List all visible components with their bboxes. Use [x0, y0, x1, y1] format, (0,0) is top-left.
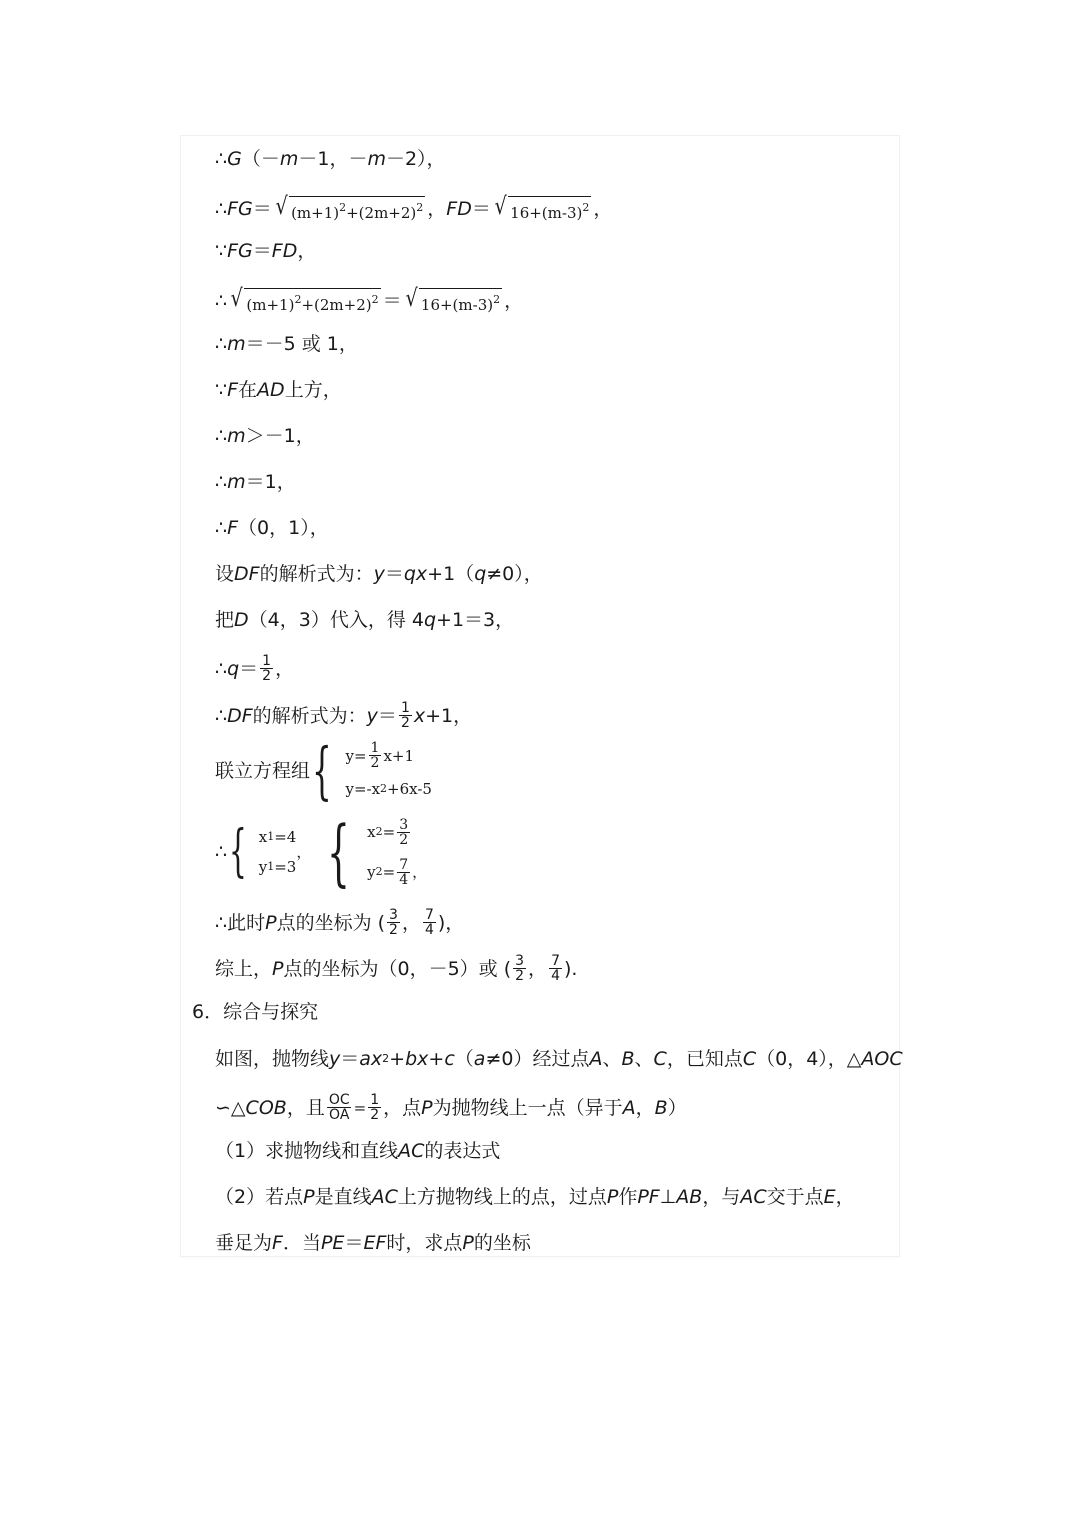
fraction	[327, 1093, 352, 1122]
problem-part-1	[215, 1139, 500, 1163]
heading-text: 6．综合与探究	[192, 1001, 319, 1023]
denominator: 4	[399, 871, 409, 888]
text: ≠0），	[486, 563, 543, 585]
solution-system-1	[229, 819, 297, 884]
solution-line-fg-eq-fd	[215, 239, 316, 263]
equation-part: y=	[345, 746, 367, 765]
because-symbol: ∵	[215, 240, 228, 262]
fraction	[368, 1093, 381, 1122]
text: 把	[215, 609, 235, 631]
variable: m	[227, 425, 246, 447]
point-label: B	[654, 1096, 668, 1119]
equals: ＝	[239, 657, 259, 680]
text: ，已知点	[666, 1048, 743, 1070]
segment-label: AD	[257, 379, 285, 401]
solution-line-p-coords	[215, 908, 464, 937]
fraction	[387, 908, 400, 937]
segment-label: FD	[446, 197, 472, 220]
segment-label: DF	[227, 704, 253, 727]
equation-part: =	[382, 863, 396, 881]
text: 点的坐标为（0，－5）或 (	[283, 957, 512, 980]
numerator: 3	[389, 907, 398, 923]
equation	[345, 741, 432, 770]
exponent: 2	[380, 781, 388, 795]
equation-system	[312, 734, 432, 807]
segment-label: DF	[234, 563, 260, 585]
variable: a	[473, 1048, 486, 1070]
text: 是直线	[314, 1186, 372, 1208]
solution-line-summary	[215, 954, 577, 983]
triangle-label: COB	[245, 1096, 287, 1119]
solution-line-system	[215, 734, 432, 807]
text: 在	[238, 379, 258, 401]
equals: ＝	[384, 563, 404, 585]
variable: y	[373, 563, 385, 585]
therefore-symbol: ∴	[215, 333, 228, 355]
solution-line-substitute-d	[215, 608, 514, 632]
point-label: P	[421, 1096, 433, 1119]
problem-statement-line-1	[215, 1047, 903, 1071]
text: 综上，	[215, 957, 273, 980]
equals: ＝	[340, 1048, 360, 1070]
variable: bx	[405, 1048, 429, 1070]
text: 时，求点	[386, 1232, 463, 1254]
equals: ＝	[344, 1232, 364, 1254]
equation-part: x	[258, 828, 268, 846]
problem-statement-line-2	[215, 1093, 687, 1122]
text: －1，－	[298, 148, 368, 170]
text: ．当	[282, 1232, 321, 1254]
equation-part: y	[258, 858, 268, 876]
text: （0，4），△	[756, 1048, 862, 1070]
solution-line-f-coords	[215, 516, 329, 540]
fraction	[369, 741, 382, 770]
denominator: 2	[389, 922, 398, 938]
brace-icon: {	[312, 734, 332, 807]
variable: q	[227, 657, 240, 680]
text: +1（	[427, 563, 475, 585]
text: 的解析式为：	[252, 704, 367, 727]
denominator: 4	[424, 922, 434, 938]
comma: ，	[275, 657, 295, 680]
radicand-part: +(2m+2)	[301, 296, 372, 314]
text: （－	[241, 148, 280, 170]
perpendicular-symbol: ⊥	[659, 1186, 677, 1208]
fraction	[549, 954, 562, 983]
equation-part: =4	[274, 828, 297, 846]
point-label: A	[589, 1048, 603, 1070]
text: 作	[618, 1186, 638, 1208]
point-label: F	[272, 1232, 283, 1254]
solution-line-df-result	[215, 701, 472, 730]
segment-label: EF	[363, 1232, 387, 1254]
point-label: P	[462, 1232, 474, 1254]
text: ，	[635, 1096, 655, 1119]
text: +1＝3，	[436, 609, 515, 631]
numerator: 3	[515, 953, 525, 969]
solution-line-sqrt-equation	[215, 285, 523, 316]
radicand-part: 16+(m-3)	[420, 296, 494, 314]
therefore-symbol: ∴	[215, 841, 228, 863]
equals: =	[353, 1098, 367, 1117]
variable: qx	[403, 563, 428, 585]
subscript: 1	[267, 830, 275, 843]
therefore-symbol: ∴	[215, 289, 228, 312]
comma: ，	[427, 197, 447, 220]
exponent: 2	[371, 293, 379, 306]
segment-label: AB	[676, 1186, 703, 1208]
subscript: 2	[375, 865, 383, 878]
radicand-part: +(2m+2)	[346, 204, 417, 222]
solution-line-g-coords	[215, 147, 446, 171]
text: 、	[634, 1048, 654, 1070]
equation-part: =3	[274, 858, 297, 876]
equation	[367, 818, 427, 847]
therefore-symbol: ∴	[215, 148, 228, 170]
problem-part-2-line-1	[215, 1185, 855, 1209]
numerator: 1	[370, 1092, 380, 1108]
variable: y	[366, 704, 378, 727]
text: （4，3）代入，得 4	[248, 609, 424, 631]
variable: c	[444, 1048, 455, 1070]
therefore-symbol: ∴	[215, 657, 228, 680]
radicand-part: (m+1)	[246, 296, 295, 314]
variable: x	[413, 704, 426, 727]
point-label: G	[227, 148, 242, 170]
brace-icon: {	[327, 810, 351, 894]
point-label: P	[272, 957, 284, 980]
equation	[345, 777, 432, 801]
equals: ＝	[252, 197, 272, 220]
comma: ，	[528, 957, 548, 980]
fraction	[423, 908, 436, 937]
subscript: 1	[267, 860, 275, 873]
problem-heading	[192, 1000, 318, 1024]
denominator: 2	[370, 755, 380, 772]
exponent: 2	[294, 293, 302, 306]
text: 交于点	[766, 1186, 824, 1208]
therefore-symbol: ∴	[215, 517, 228, 539]
numerator: 1	[370, 740, 380, 757]
variable: ax	[359, 1048, 383, 1070]
exponent: 2	[339, 201, 347, 214]
text: 的坐标	[473, 1232, 531, 1254]
text: ，且	[286, 1096, 325, 1119]
problem-part-2-line-2	[215, 1231, 531, 1255]
variable: m	[227, 333, 246, 355]
fraction	[260, 654, 273, 683]
point-label: P	[265, 911, 277, 934]
text: －2），	[385, 148, 446, 170]
comma: ，	[401, 911, 421, 934]
numerator: 7	[424, 907, 434, 923]
equation	[259, 855, 297, 879]
equation	[259, 825, 297, 849]
text: 设	[215, 563, 235, 585]
comma: ，	[296, 843, 312, 861]
segment-label: FG	[227, 197, 253, 220]
solution-line-df-form	[215, 562, 543, 586]
solution-line-m-eq	[215, 470, 296, 494]
equation-part: y=-x	[345, 779, 381, 798]
text: 的解析式为：	[259, 563, 374, 585]
variable: m	[227, 471, 246, 493]
fraction	[513, 954, 526, 983]
square-root: √ $16+(m-3)^2$	[405, 284, 501, 314]
therefore-symbol: ∴	[215, 471, 228, 493]
denominator: 2	[262, 668, 272, 684]
denominator: 2	[515, 968, 525, 984]
text: 垂足为	[215, 1232, 273, 1254]
solution-line-m-gt	[215, 424, 315, 448]
denominator: 2	[370, 1107, 380, 1123]
numerator: 7	[551, 953, 560, 969]
numerator: 1	[262, 653, 272, 669]
radicand-part: (m+1)	[291, 204, 340, 222]
fraction	[397, 818, 410, 847]
text: 、	[602, 1048, 622, 1070]
text: 上方抛物线上的点，过点	[397, 1186, 607, 1208]
comma: ，	[593, 197, 613, 220]
square-root: √ $(m+1)^2+(2m+2)^2$	[275, 192, 424, 222]
equation-part: x	[367, 823, 376, 841]
text: 的表达式	[424, 1140, 501, 1162]
point-label: F	[227, 379, 239, 401]
segment-label: AC	[398, 1140, 425, 1162]
text: +	[428, 1048, 445, 1070]
text: （0，1），	[238, 517, 329, 539]
numerator: 1	[400, 700, 410, 716]
therefore-symbol: ∴	[215, 425, 228, 447]
variable: q	[474, 563, 487, 585]
equals: ＝	[382, 289, 402, 312]
therefore-symbol: ∴	[215, 197, 228, 220]
text: +1，	[425, 704, 473, 727]
point-label: P	[303, 1186, 315, 1208]
text: ，	[835, 1186, 855, 1208]
numerator: OC	[328, 1092, 350, 1108]
equation-part: +6x-5	[387, 779, 432, 798]
text: ≠0）经过点	[485, 1048, 590, 1070]
solution-line-fg-fd	[215, 193, 612, 224]
text: 为抛物线上一点（异于	[432, 1096, 623, 1119]
text: （1）求抛物线和直线	[215, 1140, 399, 1162]
equation	[367, 858, 427, 887]
point-label: B	[621, 1048, 635, 1070]
equals: ＝	[377, 704, 397, 727]
segment-label: AC	[740, 1186, 767, 1208]
variable: m	[279, 148, 299, 170]
text: ＝1，	[245, 471, 296, 493]
text: ）	[667, 1096, 687, 1119]
text: 联立方程组	[215, 760, 311, 782]
variable: m	[367, 148, 386, 170]
denominator: 2	[399, 831, 409, 848]
denominator: 4	[551, 968, 560, 984]
comma: ，	[412, 863, 428, 881]
fraction	[399, 701, 412, 730]
point-label: A	[622, 1096, 636, 1119]
brace-icon: {	[229, 819, 247, 884]
equation-part: y	[367, 863, 376, 881]
exponent: 2	[493, 293, 501, 306]
point-label: C	[653, 1048, 667, 1070]
text: 上方，	[284, 379, 342, 401]
comma: ，	[297, 240, 317, 262]
segment-label: FD	[271, 240, 298, 262]
exponent: 2	[382, 1052, 390, 1065]
point-label: E	[823, 1186, 836, 1208]
text: ∽△	[215, 1096, 246, 1119]
variable: q	[423, 609, 437, 631]
square-root: √ $(m+1)^2+(2m+2)^2$	[230, 284, 379, 314]
text: （2）若点	[215, 1186, 304, 1208]
text: ).	[563, 957, 578, 980]
variable: y	[329, 1048, 341, 1070]
equation-part: =	[382, 823, 396, 841]
text: 点的坐标为 (	[276, 911, 386, 934]
equation-part: x+1	[383, 746, 415, 765]
exponent: 2	[582, 201, 590, 214]
text: ，与	[702, 1186, 741, 1208]
exponent: 2	[416, 201, 424, 214]
point-label: C	[742, 1048, 757, 1070]
triangle-label: AOC	[861, 1048, 903, 1070]
therefore-symbol: ∴	[215, 704, 228, 727]
point-label: P	[606, 1186, 619, 1208]
equals: ＝	[471, 197, 491, 220]
segment-label: FG	[227, 240, 253, 262]
solution-system-2	[327, 812, 427, 892]
point-label: F	[227, 517, 239, 539]
solution-line-m-values	[215, 332, 358, 356]
segment-label: PE	[320, 1232, 345, 1254]
solution-line-f-above-ad	[215, 378, 342, 402]
text: )，	[437, 911, 465, 934]
square-root: √ $16+(m-3)^2$	[494, 192, 590, 222]
radicand-part: 16+(m-3)	[510, 204, 583, 222]
solution-line-q-value	[215, 654, 294, 683]
fraction	[397, 858, 410, 887]
comma: ，	[504, 289, 524, 312]
denominator: OA	[329, 1107, 350, 1123]
text: （	[454, 1048, 474, 1070]
segment-label: AC	[371, 1186, 398, 1208]
text: 如图，抛物线	[215, 1048, 330, 1070]
subscript: 2	[375, 825, 383, 838]
because-symbol: ∵	[215, 379, 228, 401]
text: +	[389, 1048, 406, 1070]
text: ∴此时	[215, 911, 266, 934]
denominator: 2	[400, 715, 410, 731]
text: ，点	[383, 1096, 422, 1119]
solution-line-roots	[215, 812, 427, 892]
numerator: 7	[399, 856, 409, 873]
point-label: D	[234, 609, 249, 631]
text: ＞－1，	[245, 425, 315, 447]
numerator: 3	[399, 816, 409, 833]
segment-label: PF	[637, 1186, 660, 1208]
equals: ＝	[252, 240, 272, 262]
text: ＝－5 或 1，	[245, 333, 358, 355]
